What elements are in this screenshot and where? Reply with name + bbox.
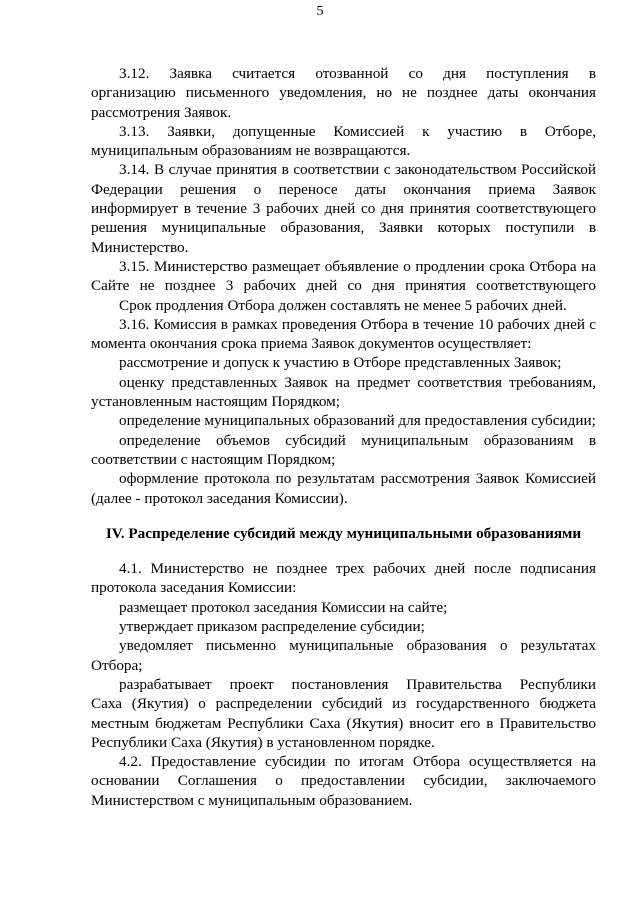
section-4-text [91,559,596,810]
text-line: организацию письменного уведомления, но не позднее даты окончания [91,84,596,102]
text-line: оформление протокола по результатам рассмотрения Заявок Комиссией [119,470,596,488]
text-line: 3.14. В случае принятия в соответствии с законодательством Российской [119,161,596,179]
text-line: решения муниципальные образования, Заявки которых поступили в [91,219,596,237]
text-line: муниципальным образованиям не возвращаются. [91,142,411,160]
text-line: размещает протокол заседания Комиссии на сайте; [119,598,448,616]
text-line: Саха (Якутия) о распределении субсидий из государственного бюджета [91,695,596,713]
text-line: 3.12. Заявка считается отозванной со дня поступления в [119,65,596,82]
page-number: 5 [316,4,324,19]
text-line: соответствии с настоящим Порядком; [91,450,336,468]
text-line: 3.13. Заявки, допущенные Комиссией к участию в Отборе, [119,122,596,140]
text-line: Срок продления Отбора должен составлять не менее 5 рабочих дней. [119,296,567,314]
text-line: оценку представленных Заявок на предмет соответствия требованиям, [119,373,596,391]
text-line: момента окончания срока приема Заявок документов осуществляет: [91,335,532,353]
text-line: 4.1. Министерство не позднее трех рабочих дней после подписания [119,560,596,578]
text-line: 3.16. Комиссия в рамках проведения Отбора в течение 10 рабочих дней с [119,315,596,333]
text-line: Отбора; [91,656,143,674]
text-line: протокола заседания Комиссии: [91,579,297,597]
text-line: уведомляет письменно муниципальные образования о результатах [119,637,596,655]
text-line: 4.2. Предоставление субсидии по итогам Отбора осуществляется на [119,753,596,771]
text-line: рассмотрение и допуск к участию в Отборе представленных Заявок; [119,354,562,372]
section-3-text [91,64,596,508]
text-line: определение объемов субсидий муниципальным образованиям в [119,431,596,449]
text-line: определение муниципальных образований для предоставления субсидии; [119,412,596,430]
text-line: установленным настоящим Порядком; [91,393,340,411]
text-line: основании Соглашения о предоставлении субсидии, заключаемого [91,772,596,790]
text-line: Министерством с муниципальным образованием. [91,791,413,809]
text-line: рассмотрения Заявок. [91,103,232,121]
text-line: Министерство. [91,238,189,256]
text-line: утверждает приказом распределение субсидии; [119,618,425,636]
document-body [91,64,596,810]
text-line: Сайте не позднее 3 рабочих дней со дня принятия соответствующего [91,277,596,295]
text-line: местным бюджетам Республики Саха (Якутия) вносит его в Правительство [91,714,596,732]
text-line: информирует в течение 3 рабочих дней со дня принятия соответствующего [91,200,596,218]
section-heading: IV. Распределение субсидий между муниципальными образованиями [105,524,582,542]
text-line: 3.15. Министерство размещает объявление о продлении срока Отбора на [119,257,596,275]
text-line: Республики Саха (Якутия) в установленном порядке. [91,733,435,751]
text-line: (далее - протокол заседания Комиссии). [91,489,348,507]
text-line: Федерации решения о переносе даты окончания приема Заявок [91,180,596,198]
text-line: разрабатывает проект постановления Правительства Республики [119,675,596,693]
